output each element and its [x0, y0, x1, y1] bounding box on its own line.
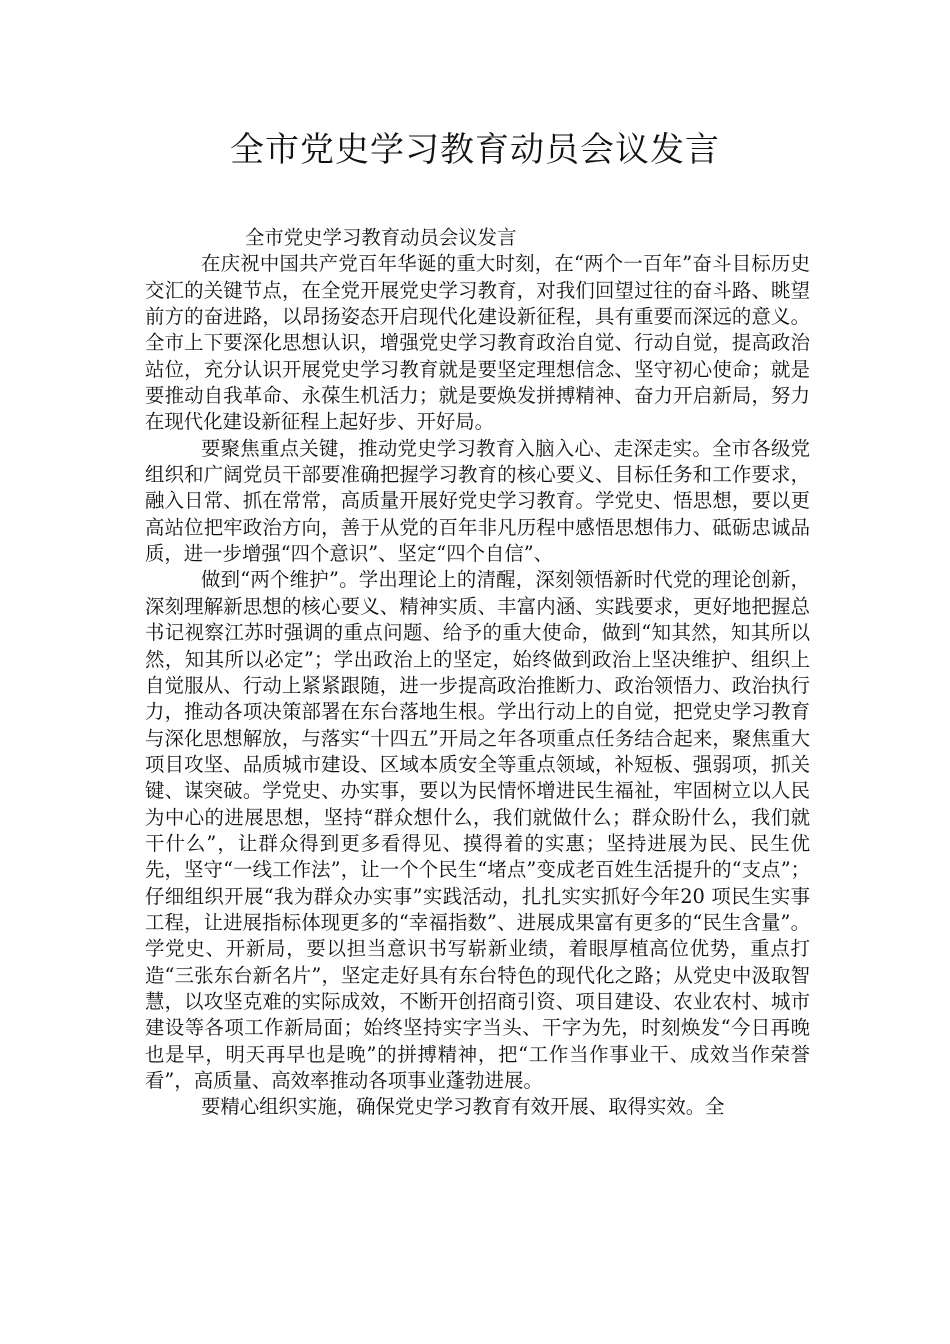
paragraph: 要聚焦重点关键，推动党史学习教育入脑入心、走深走实。全市各级党组织和广阔党员干部要准确把握学习教育的核心要义、目标任务和工作要求，融入日常、抓在常常，高质量开展好党史学习教育。学党史、悟思想，要以更高站位把牢政治方向，善于从党的百年非凡历程中感悟思想伟力、砥砺忠诚品质，进一步增强“四个意识”、坚定“四个自信”、 [145, 436, 810, 566]
document-body [145, 225, 810, 1121]
paragraph: 在庆祝中国共产党百年华诞的重大时刻，在“两个一百年”奋斗目标历史交汇的关键节点，在全党开展党史学习教育，对我们回望过往的奋斗路、眺望前方的奋进路，以昂扬姿态开启现代化建设新征程，具有重要而深远的意义。全市上下要深化思想认识，增强党史学习教育政治自觉、行动自觉，提高政治站位，充分认识开展党史学习教育就是要坚定理想信念、坚守初心使命；就是要推动自我革命、永葆生机活力；就是要焕发拼搏精神、奋力开启新局，努力在现代化建设新征程上起好步、开好局。 [145, 252, 810, 434]
paragraph: 做到“两个维护”。学出理论上的清醒，深刻领悟新时代党的理论创新，深刻理解新思想的核心要义、精神实质、丰富内涵、实践要求，更好地把握总书记视察江苏时强调的重点问题、给予的重大使命，做到“知其然，知其所以然，知其所以必定”；学出政治上的坚定，始终做到政治上坚决维护、组织上自觉服从、行动上紧紧跟随，进一步提高政治推断力、政治领悟力、政治执行力，推动各项决策部署在东台落地生根。学出行动上的自觉，把党史学习教育与深化思想解放，与落实“十四五”开局之年各项重点任务结合起来，聚焦重大项目攻坚、品质城市建设、区域本质安全等重点领域，补短板、强弱项，抓关键、谋突破。学党史、办实事，要以为民情怀增进民生福祉，牢固树立以人民为中心的进展思想，坚持“群众想什么，我们就做什么；群众盼什么，我们就干什么”，让群众得到更多看得见、摸得着的实惠；坚持进展为民、民生优先，坚守“一线工作法”，让一个个民生“堵点”变成老百姓生活提升的“支点”；仔细组织开展“我为群众办实事”实践活动，扎扎实实抓好今年20 项民生实事工程，让进展指标体现更多的“幸福指数”、进展成果富有更多的“民生含量”。学党史、开新局，要以担当意识书写崭新业绩，着眼厚植高位优势，重点打造“三张东台新名片”，坚定走好具有东台特色的现代化之路；从党史中汲取智慧，以攻坚克难的实际成效，不断开创招商引资、项目建设、农业农村、城市建设等各项工作新局面；始终坚持实字当头、干字为先，时刻焕发“今日再晚也是早，明天再早也是晚”的拼搏精神，把“工作当作事业干、成效当作荣誉看”，高质量、高效率推动各项事业蓬勃进展。 [145, 568, 810, 1092]
document-subtitle: 全市党史学习教育动员会议发言 [245, 226, 517, 249]
paragraph: 要精心组织实施，确保党史学习教育有效开展、取得实效。全 [201, 1095, 725, 1119]
document-title: 全市党史学习教育动员会议发言 [230, 130, 720, 170]
